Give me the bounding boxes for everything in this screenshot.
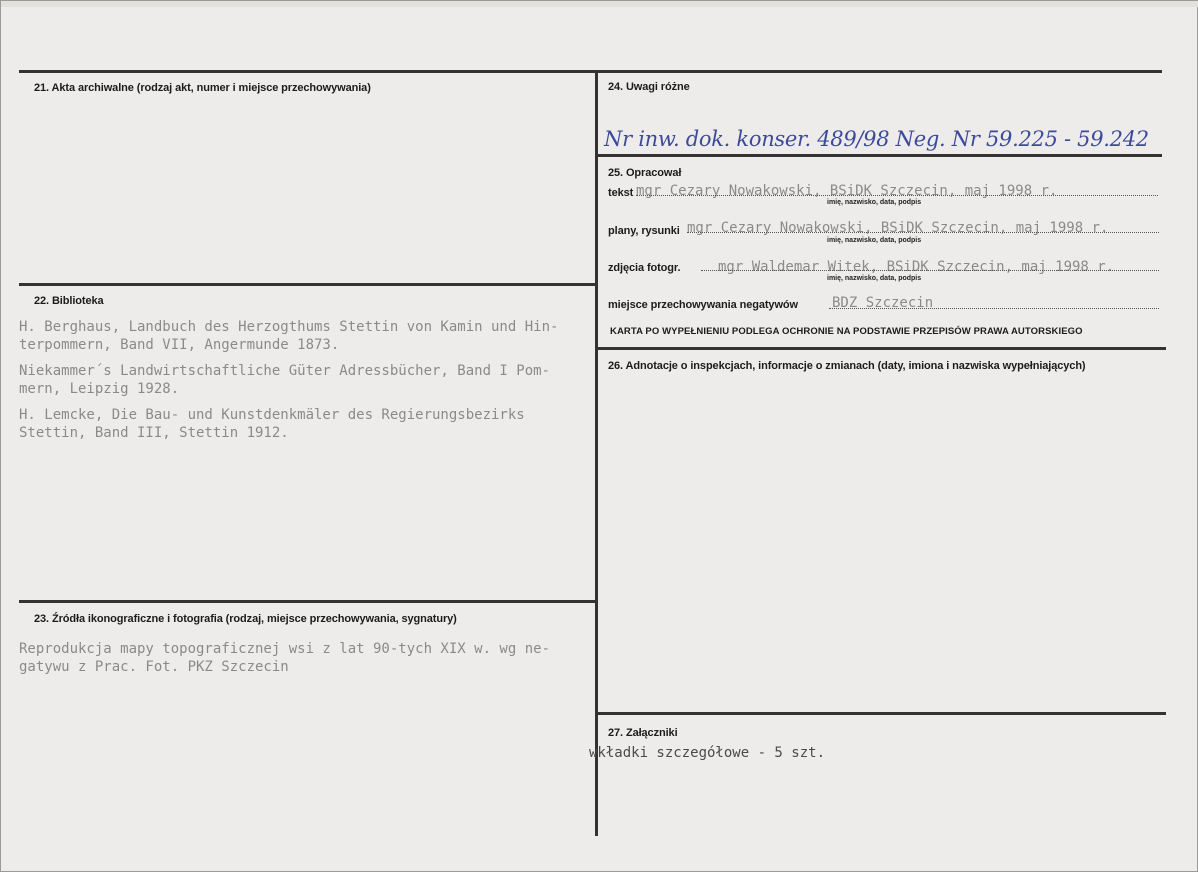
plany-dotline xyxy=(687,232,1159,233)
section-21-label: 21. Akta archiwalne (rodzaj akt, numer i miejsce przechowywania) xyxy=(34,82,371,94)
bibliography-line-6: Stettin, Band III, Stettin 1912. xyxy=(19,425,289,441)
tekst-sublabel: imię, nazwisko, data, podpis xyxy=(827,199,922,206)
handwritten-inventory-note: Nr inw. dok. konser. 489/98 Neg. Nr 59.225 - 59.242 xyxy=(604,127,1149,151)
plany-label: plany, rysunki xyxy=(608,225,680,237)
zdjecia-label: zdjęcia fotogr. xyxy=(608,262,681,274)
rule-26-27 xyxy=(597,712,1166,715)
rule-24-25 xyxy=(597,154,1162,157)
tekst-value: mgr Cezary Nowakowski, BSiDK Szczecin, maj 1998 r. xyxy=(636,183,1058,199)
plany-sublabel: imię, nazwisko, data, podpis xyxy=(827,237,922,244)
section-24-label: 24. Uwagi różne xyxy=(608,81,690,93)
zdjecia-sublabel: imię, nazwisko, data, podpis xyxy=(827,275,922,282)
miejsce-dotline xyxy=(829,308,1159,309)
rule-22-23 xyxy=(19,600,597,603)
bibliography-line-5: H. Lemcke, Die Bau- und Kunstdenkmäler des Regierungsbezirks xyxy=(19,407,525,423)
tekst-dotline xyxy=(636,195,1158,196)
top-rule xyxy=(19,70,1162,73)
iconography-line-2: gatywu z Prac. Fot. PKZ Szczecin xyxy=(19,659,289,675)
bibliography-line-2: terpommern, Band VII, Angermunde 1873. xyxy=(19,337,340,353)
center-divider xyxy=(595,70,598,836)
iconography-line-1: Reprodukcja mapy topograficznej wsi z lat 90-tych XIX w. wg ne- xyxy=(19,641,551,657)
section-27-label: 27. Załączniki xyxy=(608,727,678,739)
rule-25-26 xyxy=(597,347,1166,350)
plany-value: mgr Cezary Nowakowski, BSiDK Szczecin, maj 1998 r. xyxy=(687,220,1109,236)
copyright-notice: KARTA PO WYPEŁNIENIU PODLEGA OCHRONIE NA PODSTAWIE PRZEPISÓW PRAWA AUTORSKIEGO xyxy=(610,326,1083,337)
top-strip xyxy=(1,1,1198,7)
attachments-value: wkładki szczegółowe - 5 szt. xyxy=(589,745,826,761)
zdjecia-value: mgr Waldemar Witek, BSiDK Szczecin, maj 1998 r. xyxy=(718,259,1115,275)
rule-21-22 xyxy=(19,283,597,286)
section-26-label: 26. Adnotacje o inspekcjach, informacje o zmianach (daty, imiona i nazwiska wypełniających) xyxy=(608,360,1086,372)
bibliography-line-3: Niekammer´s Landwirtschaftliche Güter Adressbücher, Band I Pom- xyxy=(19,363,551,379)
section-22-label: 22. Biblioteka xyxy=(34,295,104,307)
bibliography-line-1: H. Berghaus, Landbuch des Herzogthums Stettin von Kamin und Hin- xyxy=(19,319,559,335)
tekst-label: tekst xyxy=(608,187,634,199)
section-25-label: 25. Opracował xyxy=(608,167,682,179)
bibliography-line-4: mern, Leipzig 1928. xyxy=(19,381,180,397)
zdjecia-dotline xyxy=(701,270,1159,271)
miejsce-label: miejsce przechowywania negatywów xyxy=(608,299,798,311)
miejsce-value: BDZ Szczecin xyxy=(832,295,934,311)
section-23-label: 23. Źródła ikonograficzne i fotografia (rodzaj, miejsce przechowywania, sygnatury) xyxy=(34,613,457,625)
